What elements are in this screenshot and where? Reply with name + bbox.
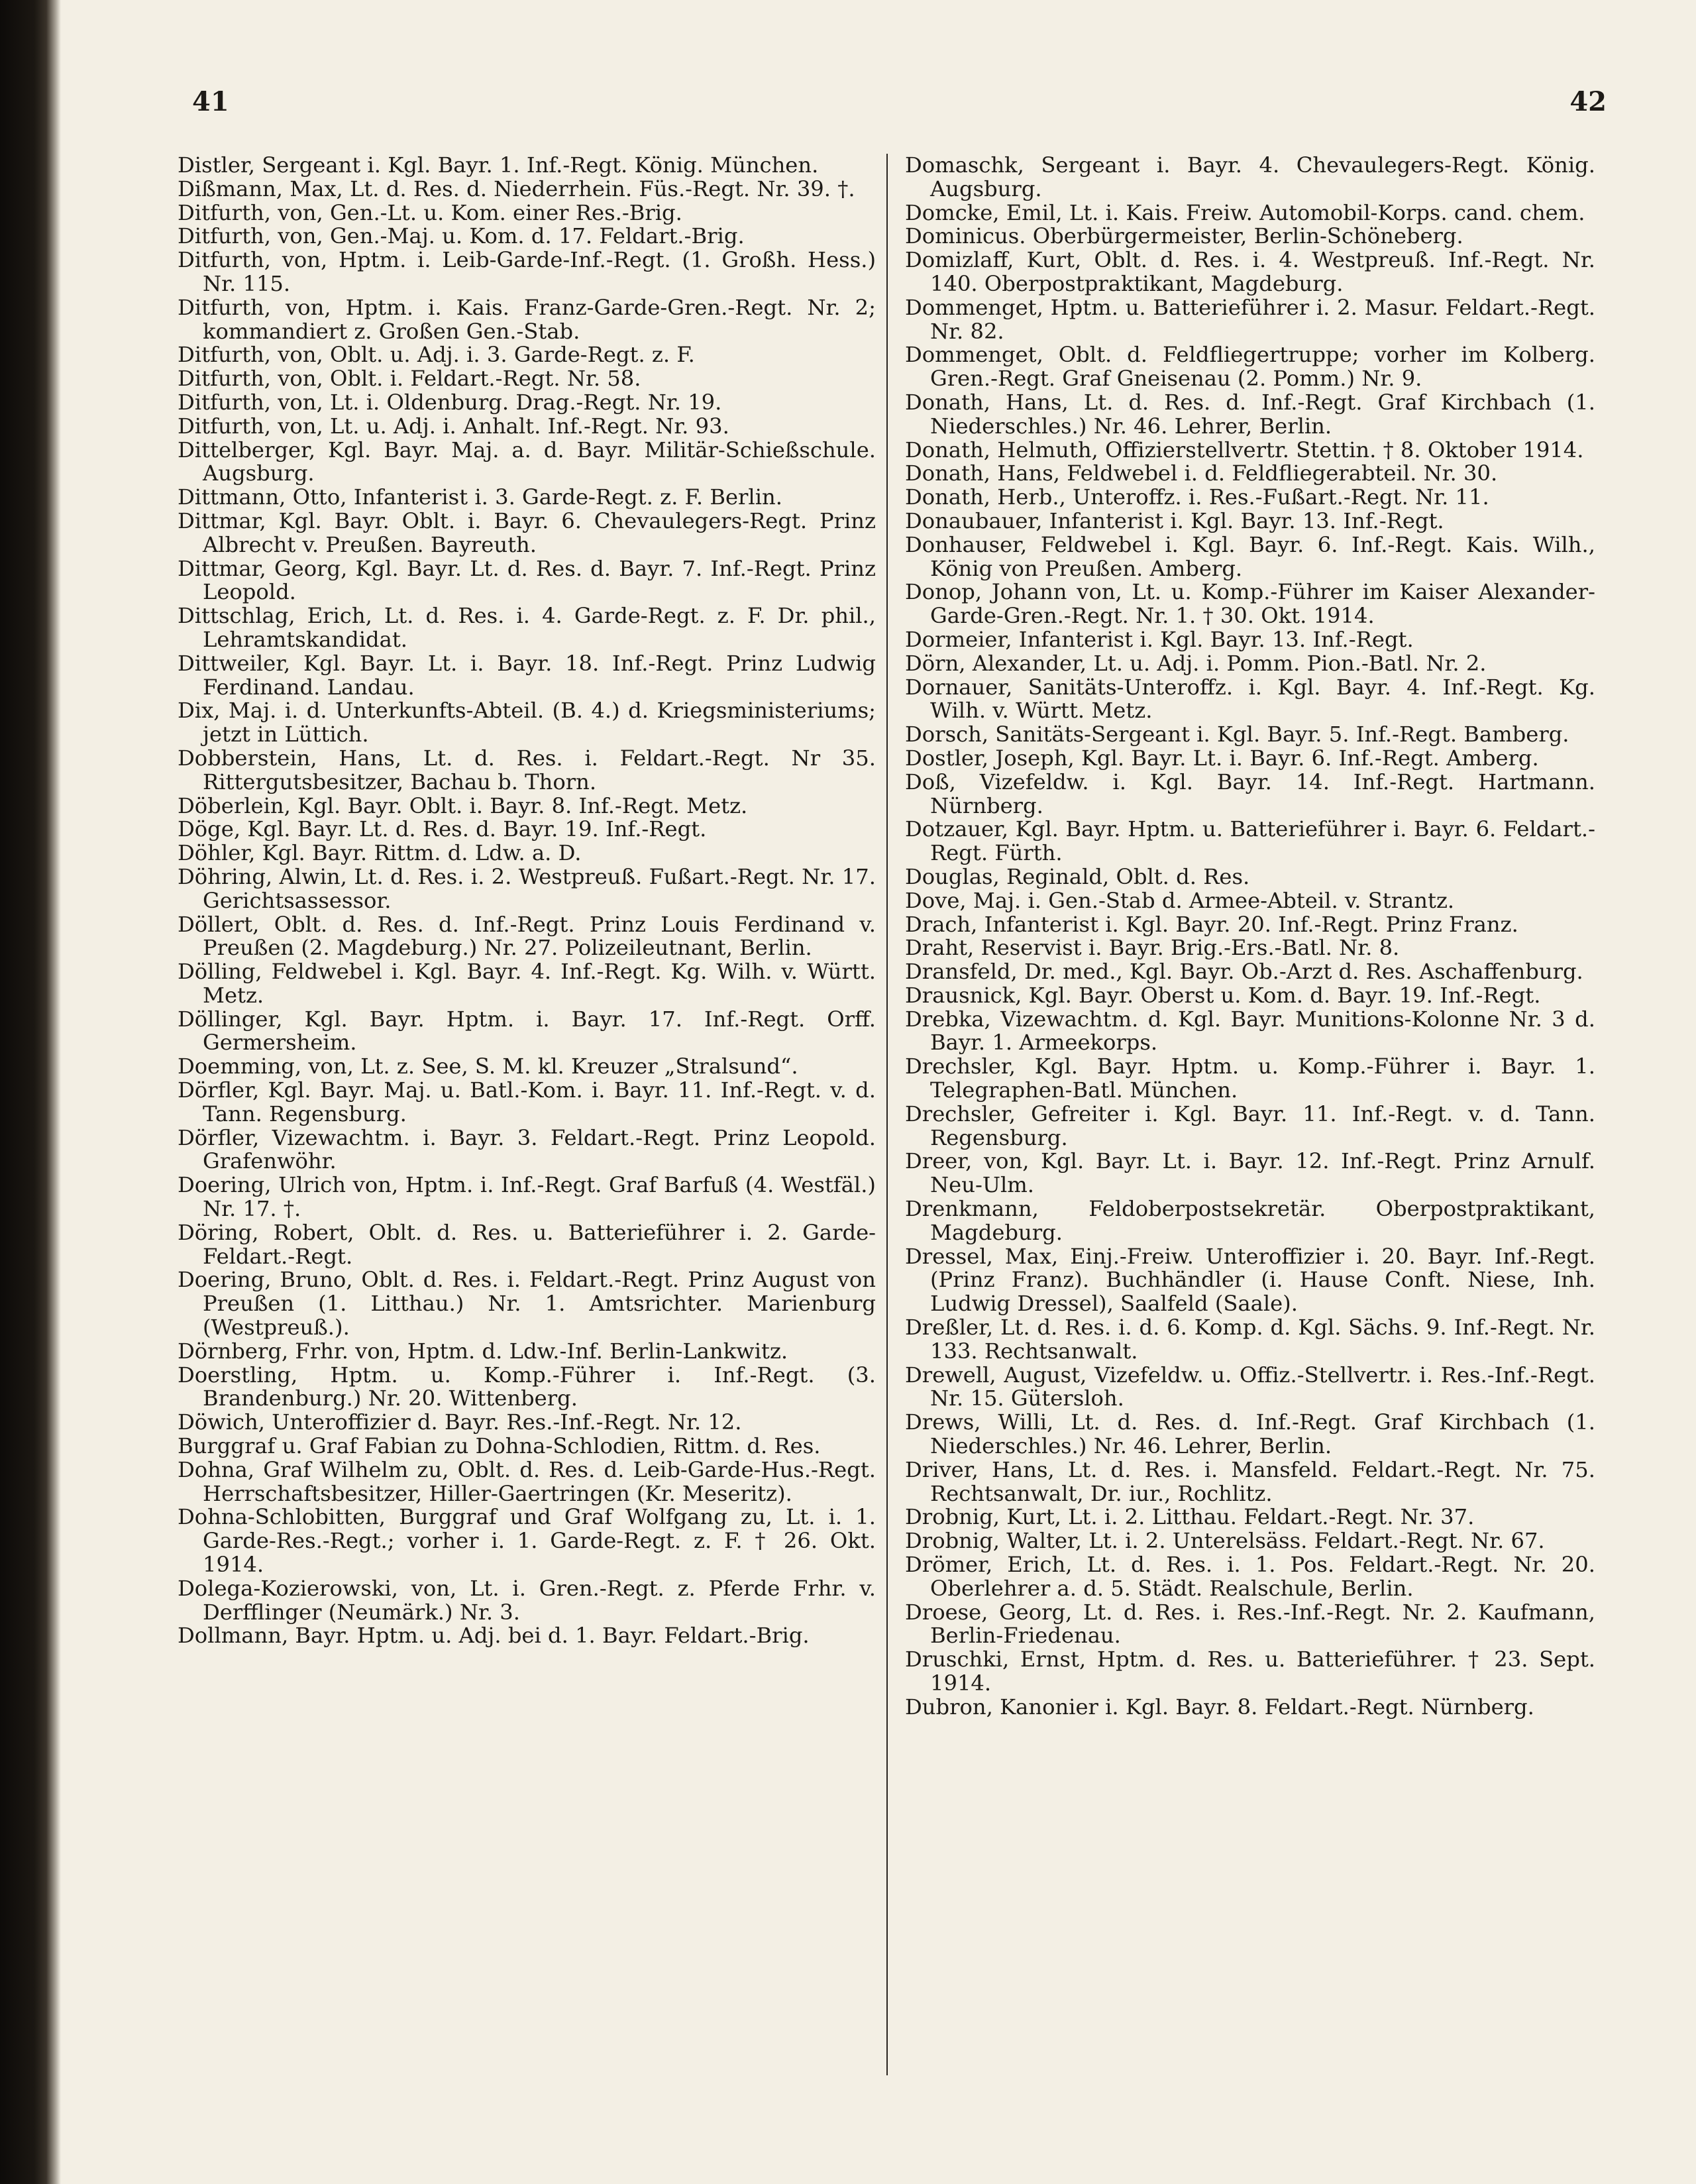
directory-entry: Druschki, Ernst, Hptm. d. Res. u. Batterieführer. † 23. Sept. 1914. <box>905 1647 1595 1696</box>
directory-entry: Doering, Ulrich von, Hptm. i. Inf.-Regt. Graf Barfuß (4. Westfäl.) Nr. 17. †. <box>178 1172 876 1222</box>
directory-entry: Draht, Reservist i. Bayr. Brig.-Ers.-Batl. Nr. 8. <box>905 935 1400 961</box>
directory-entry: Dreer, von, Kgl. Bayr. Lt. i. Bayr. 12. Inf.-Regt. Prinz Arnulf. Neu-Ulm. <box>905 1148 1595 1198</box>
directory-entry: Dorsch, Sanitäts-Sergeant i. Kgl. Bayr. 5. Inf.-Regt. Bamberg. <box>905 722 1569 747</box>
directory-entry: Dreßler, Lt. d. Res. i. d. 6. Komp. d. Kgl. Sächs. 9. Inf.-Regt. Nr. 133. Rechtsanwalt. <box>905 1315 1595 1364</box>
directory-entry: Dolega-Kozierowski, von, Lt. i. Gren.-Regt. z. Pferde Frhr. v. Derfflinger (Neumärk.) Nr. 3. <box>178 1575 876 1625</box>
directory-entry: Ditfurth, von, Hptm. i. Kais. Franz-Garde-Gren.-Regt. Nr. 2; kommandiert z. Großen Gen.-Stab. <box>178 294 876 344</box>
right-column-entries <box>905 154 1595 1720</box>
directory-entry: Drach, Infanterist i. Kgl. Bayr. 20. Inf.-Regt. Prinz Franz. <box>905 911 1518 937</box>
directory-entry: Dörn, Alexander, Lt. u. Adj. i. Pomm. Pion.-Batl. Nr. 2. <box>905 650 1487 676</box>
directory-entry: Drobnig, Kurt, Lt. i. 2. Litthau. Feldart.-Regt. Nr. 37. <box>905 1504 1475 1530</box>
directory-entry: Dommenget, Oblt. d. Feldfliegertruppe; vorher im Kolberg. Gren.-Regt. Graf Gneisenau (2. Pomm.) Nr. 9. <box>905 342 1595 392</box>
directory-entry: Domizlaff, Kurt, Oblt. d. Res. i. 4. Westpreuß. Inf.-Regt. Nr. 140. Oberpostpraktikant, Magdeburg. <box>905 247 1595 296</box>
directory-entry: Drechsler, Gefreiter i. Kgl. Bayr. 11. Inf.-Regt. v. d. Tann. Regensburg. <box>905 1101 1595 1150</box>
directory-entry: Donhauser, Feldwebel i. Kgl. Bayr. 6. Inf.-Regt. Kais. Wilh., König von Preußen. Amberg. <box>905 531 1595 581</box>
directory-entry: Dölling, Feldwebel i. Kgl. Bayr. 4. Inf.-Regt. Kg. Wilh. v. Württ. Metz. <box>178 959 876 1008</box>
directory-entry: Döwich, Unteroffizier d. Bayr. Res.-Inf.-Regt. Nr. 12. <box>178 1409 742 1435</box>
directory-entry: Dommenget, Hptm. u. Batterieführer i. 2. Masur. Feldart.-Regt. Nr. 82. <box>905 294 1595 344</box>
directory-entry: Donop, Johann von, Lt. u. Komp.-Führer im Kaiser Alexander-Garde-Gren.-Regt. Nr. 1. † 30. Okt. 1914. <box>905 579 1595 629</box>
directory-entry: Dittmar, Kgl. Bayr. Oblt. i. Bayr. 6. Chevaulegers-Regt. Prinz Albrecht v. Preußen. Bayreuth. <box>178 508 876 557</box>
directory-entry: Döring, Robert, Oblt. d. Res. u. Batterieführer i. 2. Garde-Feldart.-Regt. <box>178 1219 876 1269</box>
directory-entry: Dohna-Schlobitten, Burggraf und Graf Wolfgang zu, Lt. i. 1. Garde-Res.-Regt.; vorher i. 1. Garde-Regt. z. F. † 26. Okt. 1914. <box>178 1504 876 1578</box>
directory-entry: Dörnberg, Frhr. von, Hptm. d. Ldw.-Inf. Berlin-Lankwitz. <box>178 1338 788 1364</box>
directory-entry: Dominicus. Oberbürgermeister, Berlin-Schöneberg. <box>905 223 1463 249</box>
directory-entry: Ditfurth, von, Oblt. u. Adj. i. 3. Garde-Regt. z. F. <box>178 342 695 368</box>
directory-entry: Ditfurth, von, Gen.-Lt. u. Kom. einer Res.-Brig. <box>178 199 682 225</box>
directory-entry: Drebka, Vizewachtm. d. Kgl. Bayr. Munitions-Kolonne Nr. 3 d. Bayr. 1. Armeekorps. <box>905 1006 1595 1056</box>
directory-entry: Dollmann, Bayr. Hptm. u. Adj. bei d. 1. Bayr. Feldart.-Brig. <box>178 1623 810 1649</box>
directory-entry: Doemming, von, Lt. z. See, S. M. kl. Kreuzer „Stralsund“. <box>178 1054 798 1079</box>
directory-entry: Distler, Sergeant i. Kgl. Bayr. 1. Inf.-Regt. König. München. <box>178 152 819 178</box>
column-divider <box>886 154 888 2075</box>
directory-entry: Döhler, Kgl. Bayr. Rittm. d. Ldw. a. D. <box>178 840 582 866</box>
directory-entry: Donath, Helmuth, Offizierstellvertr. Stettin. † 8. Oktober 1914. <box>905 437 1584 463</box>
directory-entry: Douglas, Reginald, Oblt. d. Res. <box>905 863 1250 889</box>
directory-entry: Donaubauer, Infanterist i. Kgl. Bayr. 13. Inf.-Regt. <box>905 508 1444 533</box>
directory-entry: Drömer, Erich, Lt. d. Res. i. 1. Pos. Feldart.-Regt. Nr. 20. Oberlehrer a. d. 5. Städt. Realschule, Berlin. <box>905 1552 1595 1601</box>
directory-entry: Döllinger, Kgl. Bayr. Hptm. i. Bayr. 17. Inf.-Regt. Orff. Germersheim. <box>178 1006 876 1056</box>
book-binding-edge <box>0 0 61 2184</box>
directory-entry: Donath, Hans, Lt. d. Res. d. Inf.-Regt. Graf Kirchbach (1. Niederschles.) Nr. 46. Lehrer, Berlin. <box>905 389 1595 439</box>
directory-entry: Döhring, Alwin, Lt. d. Res. i. 2. Westpreuß. Fußart.-Regt. Nr. 17. Gerichtsassessor. <box>178 863 876 913</box>
directory-entry: Drausnick, Kgl. Bayr. Oberst u. Kom. d. Bayr. 19. Inf.-Regt. <box>905 982 1541 1008</box>
directory-entry: Dotzauer, Kgl. Bayr. Hptm. u. Batterieführer i. Bayr. 6. Feldart.-Regt. Fürth. <box>905 816 1595 866</box>
directory-entry: Dörfler, Vizewachtm. i. Bayr. 3. Feldart.-Regt. Prinz Leopold. Grafenwöhr. <box>178 1124 876 1174</box>
directory-entry: Dostler, Joseph, Kgl. Bayr. Lt. i. Bayr. 6. Inf.-Regt. Amberg. <box>905 745 1539 771</box>
directory-entry: Donath, Herb., Unteroffz. i. Res.-Fußart.-Regt. Nr. 11. <box>905 484 1489 510</box>
directory-entry: Döge, Kgl. Bayr. Lt. d. Res. d. Bayr. 19. Inf.-Regt. <box>178 816 707 842</box>
directory-entry: Dittweiler, Kgl. Bayr. Lt. i. Bayr. 18. Inf.-Regt. Prinz Ludwig Ferdinand. Landau. <box>178 650 876 700</box>
page-number-left: 41 <box>192 86 229 117</box>
directory-entry: Drews, Willi, Lt. d. Res. d. Inf.-Regt. Graf Kirchbach (1. Niederschles.) Nr. 46. Lehrer, Berlin. <box>905 1409 1595 1459</box>
directory-entry: Doering, Bruno, Oblt. d. Res. i. Feldart.-Regt. Prinz August von Preußen (1. Litthau.) Nr. 1. Amtsrichter. Marienburg (Westpreuß.). <box>178 1267 876 1340</box>
left-column-entries <box>178 154 876 1648</box>
directory-entry: Droese, Georg, Lt. d. Res. i. Res.-Inf.-Regt. Nr. 2. Kaufmann, Berlin-Friedenau. <box>905 1599 1595 1649</box>
directory-entry: Ditfurth, von, Lt. i. Oldenburg. Drag.-Regt. Nr. 19. <box>178 389 722 415</box>
directory-entry: Döllert, Oblt. d. Res. d. Inf.-Regt. Prinz Louis Ferdinand v. Preußen (2. Magdeburg.) Nr. 27. Polizeileutnant, Berlin. <box>178 911 876 961</box>
directory-entry: Dittmann, Otto, Infanterist i. 3. Garde-Regt. z. F. Berlin. <box>178 484 782 510</box>
directory-entry: Dubron, Kanonier i. Kgl. Bayr. 8. Feldart.-Regt. Nürnberg. <box>905 1694 1534 1720</box>
directory-entry: Drenkmann, Feldoberpostsekretär. Oberpostpraktikant, Magdeburg. <box>905 1196 1595 1245</box>
directory-entry: Dransfeld, Dr. med., Kgl. Bayr. Ob.-Arzt d. Res. Aschaffenburg. <box>905 959 1583 985</box>
directory-entry: Dohna, Graf Wilhelm zu, Oblt. d. Res. d. Leib-Garde-Hus.-Regt. Herrschaftsbesitzer, Hiller-Gaertringen (Kr. Meseritz). <box>178 1456 876 1506</box>
directory-entry: Domaschk, Sergeant i. Bayr. 4. Chevaulegers-Regt. König. Augsburg. <box>905 152 1595 201</box>
directory-entry: Dormeier, Infanterist i. Kgl. Bayr. 13. Inf.-Regt. <box>905 626 1414 652</box>
page-number-right: 42 <box>1569 86 1607 117</box>
directory-entry: Dobberstein, Hans, Lt. d. Res. i. Feldart.-Regt. Nr 35. Rittergutsbesitzer, Bachau b. Thorn. <box>178 745 876 794</box>
directory-entry: Dove, Maj. i. Gen.-Stab d. Armee-Abteil. v. Strantz. <box>905 887 1455 913</box>
directory-entry: Ditfurth, von, Gen.-Maj. u. Kom. d. 17. Feldart.-Brig. <box>178 223 745 249</box>
directory-entry: Doß, Vizefeldw. i. Kgl. Bayr. 14. Inf.-Regt. Hartmann. Nürnberg. <box>905 769 1595 818</box>
directory-entry: Dittschlag, Erich, Lt. d. Res. i. 4. Garde-Regt. z. F. Dr. phil., Lehramtskandidat. <box>178 603 876 652</box>
directory-entry: Ditfurth, von, Oblt. i. Feldart.-Regt. Nr. 58. <box>178 366 641 392</box>
directory-entry: Donath, Hans, Feldwebel i. d. Feldfliegerabteil. Nr. 30. <box>905 461 1498 486</box>
directory-entry: Dißmann, Max, Lt. d. Res. d. Niederrhein. Füs.-Regt. Nr. 39. †. <box>178 176 855 201</box>
directory-entry: Burggraf u. Graf Fabian zu Dohna-Schlodien, Rittm. d. Res. <box>178 1433 821 1459</box>
directory-entry: Dressel, Max, Einj.-Freiw. Unteroffizier i. 20. Bayr. Inf.-Regt. (Prinz Franz). Buchhändler (i. Hause Conft. Niese, Inh. Ludwig Dressel), Saalfeld (Saale). <box>905 1243 1595 1317</box>
directory-entry: Domcke, Emil, Lt. i. Kais. Freiw. Automobil-Korps. cand. chem. <box>905 199 1585 225</box>
directory-entry: Drobnig, Walter, Lt. i. 2. Unterelsäss. Feldart.-Regt. Nr. 67. <box>905 1528 1545 1554</box>
directory-entry: Dörfler, Kgl. Bayr. Maj. u. Batl.-Kom. i. Bayr. 11. Inf.-Regt. v. d. Tann. Regensburg. <box>178 1077 876 1126</box>
directory-entry: Dittelberger, Kgl. Bayr. Maj. a. d. Bayr. Militär-Schießschule. Augsburg. <box>178 437 876 486</box>
directory-entry: Dittmar, Georg, Kgl. Bayr. Lt. d. Res. d. Bayr. 7. Inf.-Regt. Prinz Leopold. <box>178 555 876 605</box>
directory-entry: Döberlein, Kgl. Bayr. Oblt. i. Bayr. 8. Inf.-Regt. Metz. <box>178 792 748 818</box>
directory-entry: Dix, Maj. i. d. Unterkunfts-Abteil. (B. 4.) d. Kriegsministeriums; jetzt in Lüttich. <box>178 698 876 747</box>
directory-entry: Ditfurth, von, Lt. u. Adj. i. Anhalt. Inf.-Regt. Nr. 93. <box>178 413 729 439</box>
directory-entry: Drewell, August, Vizefeldw. u. Offiz.-Stellvertr. i. Res.-Inf.-Regt. Nr. 15. Gütersloh. <box>905 1362 1595 1411</box>
directory-entry: Driver, Hans, Lt. d. Res. i. Mansfeld. Feldart.-Regt. Nr. 75. Rechtsanwalt, Dr. iur., Rochlitz. <box>905 1456 1595 1506</box>
directory-entry: Dornauer, Sanitäts-Unteroffz. i. Kgl. Bayr. 4. Inf.-Regt. Kg. Wilh. v. Württ. Metz. <box>905 674 1595 724</box>
directory-entry: Drechsler, Kgl. Bayr. Hptm. u. Komp.-Führer i. Bayr. 1. Telegraphen-Batl. München. <box>905 1054 1595 1103</box>
directory-entry: Ditfurth, von, Hptm. i. Leib-Garde-Inf.-Regt. (1. Großh. Hess.) Nr. 115. <box>178 247 876 296</box>
directory-entry: Doerstling, Hptm. u. Komp.-Führer i. Inf.-Regt. (3. Brandenburg.) Nr. 20. Wittenberg. <box>178 1362 876 1411</box>
